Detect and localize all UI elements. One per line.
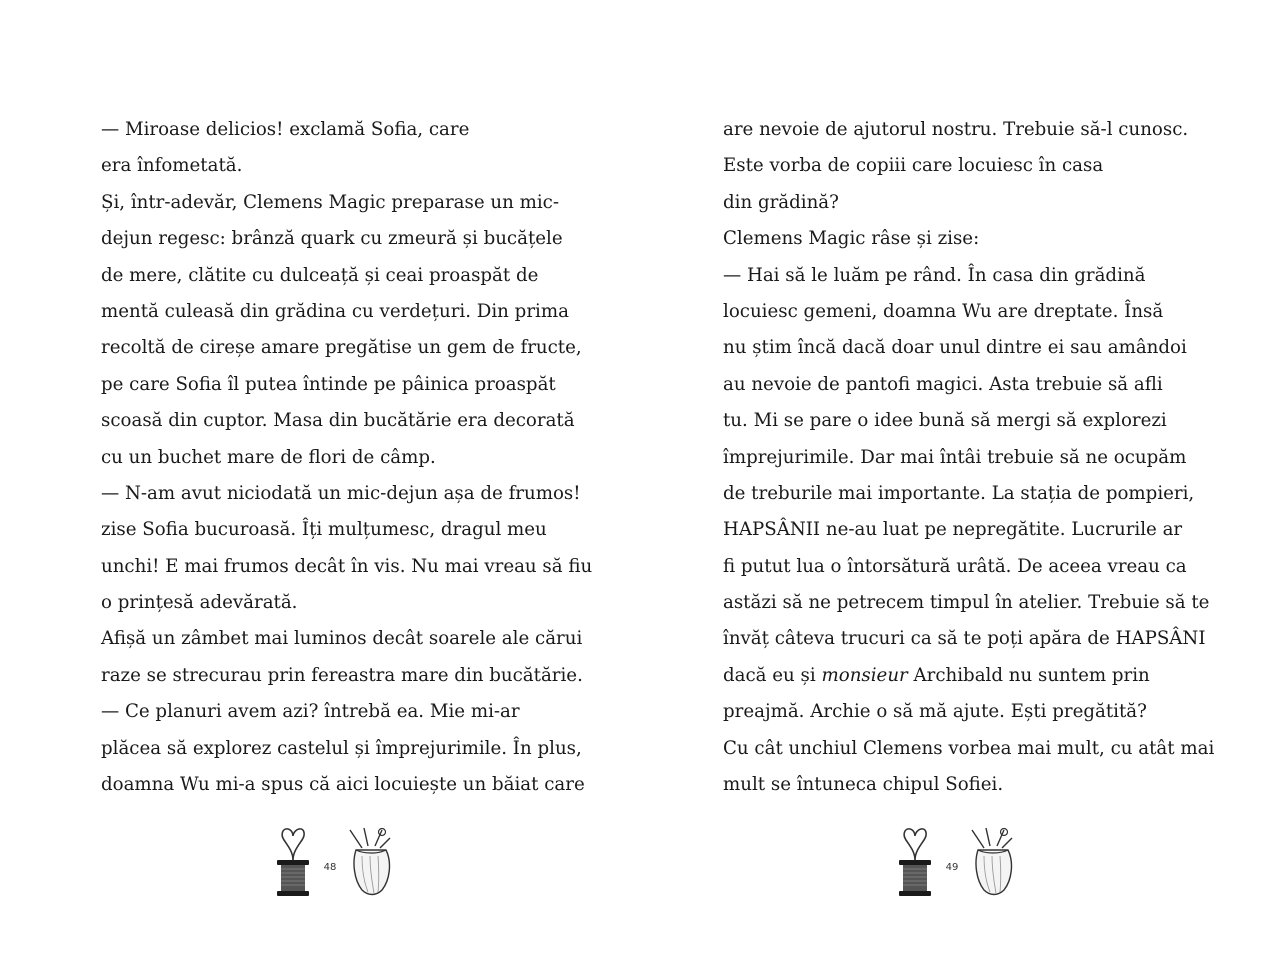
text-line: — Miroase delicios! exclamă Sofia, care xyxy=(101,119,470,140)
thread-spool-heart-icon xyxy=(268,826,318,898)
text-line: o prințesă adevărată. xyxy=(101,592,298,614)
text-line: au nevoie de pantofi magici. Asta trebuie să afli xyxy=(723,373,1163,395)
text-line: raze se strecurau prin fereastra mare din bucătărie. xyxy=(101,664,583,686)
thimble-pincushion-icon xyxy=(964,826,1020,898)
text-line: Și, într-adevăr, Clemens Magic preparase un mic- xyxy=(101,191,559,213)
page-number: 48 xyxy=(323,862,337,873)
text-segment: dacă eu și xyxy=(723,664,822,686)
text-line: de treburile mai importante. La stația de pompieri, xyxy=(723,482,1195,504)
text-line: nu știm încă dacă doar unul dintre ei sau amândoi xyxy=(723,337,1187,359)
text-line: Cu cât unchiul Clemens vorbea mai mult, cu atât mai xyxy=(723,737,1215,759)
text-line: din grădină? xyxy=(723,191,839,213)
text-line: — N-am avut niciodată un mic-dejun așa de frumos! xyxy=(101,482,581,504)
text-line: astăzi să ne petrecem timpul în atelier. Trebuie să te xyxy=(723,592,1210,614)
italic-word: monsieur xyxy=(821,664,908,686)
text-line: mult se întuneca chipul Sofiei. xyxy=(723,774,1004,796)
text-line: zise Sofia bucuroasă. Îți mulțumesc, dragul meu xyxy=(101,519,547,541)
text-line: împrejurimile. Dar mai întâi trebuie să ne ocupăm xyxy=(723,446,1187,468)
text-line: are nevoie de ajutorul nostru. Trebuie să-l cunosc. xyxy=(723,119,1189,140)
text-line: dejun regesc: brânză quark cu zmeură și bucățele xyxy=(101,228,563,250)
right-page-text xyxy=(723,112,1215,803)
left-page-text xyxy=(101,112,593,803)
thimble-pincushion-icon xyxy=(342,826,398,898)
page-footer xyxy=(890,826,1050,900)
text-line: doamna Wu mi-a spus că aici locuiește un băiat care xyxy=(101,774,585,796)
text-segment: Archibald nu suntem prin xyxy=(907,664,1150,686)
right-page xyxy=(640,0,1280,960)
text-line: Este vorba de copiii care locuiesc în casa xyxy=(723,155,1104,177)
text-line: recoltă de cireșe amare pregătise un gem de fructe, xyxy=(101,337,582,359)
thread-spool-heart-icon xyxy=(890,826,940,898)
text-line: pe care Sofia îl putea întinde pe pâinica proaspăt xyxy=(101,373,556,395)
page-number: 49 xyxy=(945,862,959,873)
text-line: HAPSÂNII ne-au luat pe nepregătite. Lucrurile ar xyxy=(723,519,1183,541)
text-line: locuiesc gemeni, doamna Wu are dreptate. Însă xyxy=(723,300,1164,322)
text-line: era înfometată. xyxy=(101,155,243,177)
text-line: preajmă. Archie o să mă ajute. Ești pregătită? xyxy=(723,701,1147,723)
text-line: Clemens Magic râse și zise: xyxy=(723,228,980,250)
text-line: scoasă din cuptor. Masa din bucătărie era decorată xyxy=(101,410,575,432)
page-footer xyxy=(268,826,428,900)
text-line: Afișă un zâmbet mai luminos decât soarele ale cărui xyxy=(101,628,583,650)
text-line: — Ce planuri avem azi? întrebă ea. Mie mi-ar xyxy=(101,701,520,723)
text-line: tu. Mi se pare o idee bună să mergi să explorezi xyxy=(723,410,1167,432)
text-line: mentă culeasă din grădina cu verdețuri. Din prima xyxy=(101,300,569,322)
text-line: unchi! E mai frumos decât în vis. Nu mai vreau să fiu xyxy=(101,555,593,577)
text-line: — Hai să le luăm pe rând. În casa din grădină xyxy=(723,264,1146,286)
text-line: cu un buchet mare de flori de câmp. xyxy=(101,446,436,468)
text-line xyxy=(723,658,1203,694)
text-line: de mere, clătite cu dulceață și ceai proaspăt de xyxy=(101,264,539,286)
text-line: învăț câteva trucuri ca să te poți apăra de HAPSÂNI xyxy=(723,628,1206,650)
text-line: fi putut lua o întorsătură urâtă. De aceea vreau ca xyxy=(723,555,1187,577)
text-line: plăcea să explorez castelul și împrejurimile. În plus, xyxy=(101,737,582,759)
